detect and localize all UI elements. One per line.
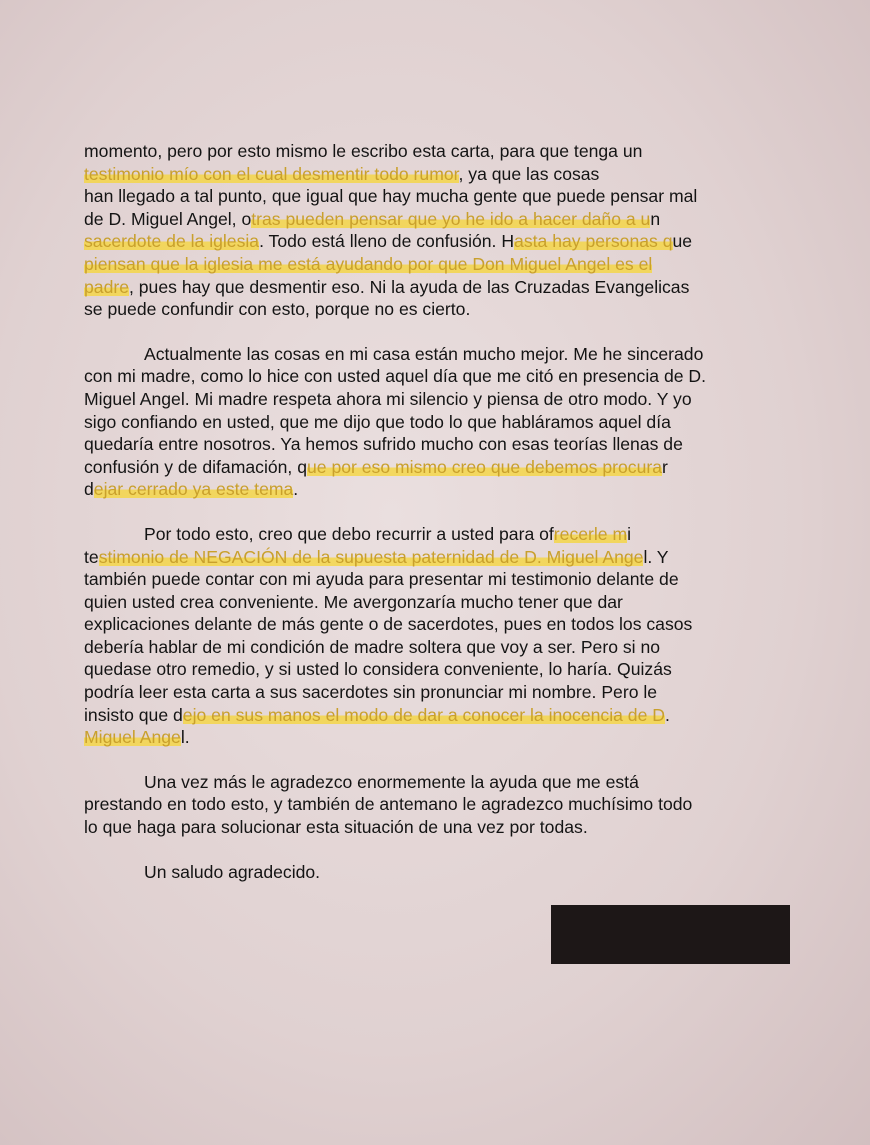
text-line xyxy=(84,704,784,727)
text-run: d xyxy=(84,479,94,500)
text-run: l. Y xyxy=(643,546,669,567)
highlighted-text: testimonio mío con el cual desmentir todo rumor xyxy=(84,163,459,184)
text-run: confusión y de difamación, q xyxy=(84,456,307,477)
text-run: te xyxy=(84,546,99,567)
letter-body xyxy=(84,140,784,883)
text-run: Miguel Angel. Mi madre respeta ahora mi silencio y piensa de otro modo. Y yo xyxy=(84,388,692,409)
text-run: . xyxy=(293,479,299,500)
text-line xyxy=(84,276,784,299)
text-line xyxy=(84,388,784,411)
text-line xyxy=(84,523,784,546)
text-line xyxy=(84,411,784,434)
paragraph xyxy=(84,861,784,884)
text-line xyxy=(84,253,784,276)
text-run: . Todo está lleno de confusión. H xyxy=(259,231,515,252)
text-line xyxy=(84,230,784,253)
text-run: i xyxy=(627,523,632,544)
text-run: podría leer esta carta a sus sacerdotes sin pronunciar mi nombre. Pero le xyxy=(84,682,658,703)
text-line xyxy=(84,185,784,208)
text-line xyxy=(84,636,784,659)
highlighted-text: padre xyxy=(84,276,129,297)
highlighted-text: ejo en sus manos el modo de dar a conocer la inocencia de D xyxy=(182,704,665,725)
text-run: de D. Miguel Angel, o xyxy=(84,208,252,229)
text-run: insisto que d xyxy=(84,704,183,725)
text-line xyxy=(84,771,784,794)
text-run: sigo confiando en usted, que me dijo que todo lo que habláramos aquel día xyxy=(84,411,671,432)
highlighted-text: tras pueden pensar que yo he ido a hacer daño a u xyxy=(251,208,651,229)
text-run: quedase otro remedio, y si usted lo considera conveniente, lo haría. Quizás xyxy=(84,659,672,680)
text-line xyxy=(84,433,784,456)
highlighted-text: ejar cerrado ya este tema xyxy=(93,479,294,500)
paragraph xyxy=(84,523,784,749)
text-run: Actualmente las cosas en mi casa están mucho mejor. Me he sincerado xyxy=(144,343,704,364)
text-line xyxy=(84,478,784,501)
text-run: también puede contar con mi ayuda para presentar mi testimonio delante de xyxy=(84,569,679,590)
text-run: r xyxy=(662,456,668,477)
redacted-signature-block xyxy=(551,905,790,964)
text-line xyxy=(84,658,784,681)
text-line xyxy=(84,591,784,614)
paragraph xyxy=(84,140,784,321)
text-run: explicaciones delante de más gente o de sacerdotes, pues en todos los casos xyxy=(84,614,693,635)
text-run: lo que haga para solucionar esta situación de una vez por todas. xyxy=(84,817,588,838)
paragraph-gap xyxy=(84,321,784,343)
text-line xyxy=(84,568,784,591)
paragraph-gap xyxy=(84,749,784,771)
text-run: prestando en todo esto, y también de antemano le agradezco muchísimo todo xyxy=(84,794,693,815)
text-line xyxy=(84,681,784,704)
text-run: se puede confundir con esto, porque no es cierto. xyxy=(84,299,471,320)
text-line xyxy=(84,726,784,749)
text-run: Por todo esto, creo que debo recurrir a usted para of xyxy=(144,523,554,544)
text-line xyxy=(84,208,784,231)
highlighted-text: stimonio de NEGACIÓN de la supuesta paternidad de D. Miguel Ange xyxy=(98,546,644,567)
paragraph xyxy=(84,771,784,839)
text-line xyxy=(84,298,784,321)
text-line xyxy=(84,816,784,839)
highlighted-text: asta hay personas q xyxy=(514,231,673,252)
text-run: . xyxy=(664,704,670,725)
paragraph-gap xyxy=(84,839,784,861)
highlighted-text: Miguel Ange xyxy=(84,727,181,748)
highlighted-text: sacerdote de la iglesia xyxy=(84,231,260,252)
paragraph xyxy=(84,343,784,501)
highlighted-text: piensan que la iglesia me está ayudando por que Don Miguel Angel es el xyxy=(84,253,653,274)
text-run: Una vez más le agradezco enormemente la ayuda que me está xyxy=(144,771,639,792)
text-line xyxy=(84,456,784,479)
text-line xyxy=(84,163,784,186)
text-run: , ya que las cosas xyxy=(458,163,600,184)
text-run: quedaría entre nosotros. Ya hemos sufrido mucho con esas teorías llenas de xyxy=(84,434,683,455)
text-run: debería hablar de mi condición de madre soltera que voy a ser. Pero si no xyxy=(84,636,661,657)
text-line xyxy=(84,140,784,163)
highlighted-text: recerle m xyxy=(553,523,628,544)
paragraph-gap xyxy=(84,501,784,523)
text-run: momento, pero por esto mismo le escribo esta carta, para que tenga un xyxy=(84,141,643,161)
text-run: ue xyxy=(672,231,693,252)
text-run: quien usted crea conveniente. Me avergonzaría mucho tener que dar xyxy=(84,591,623,612)
text-line xyxy=(84,546,784,569)
text-line xyxy=(84,861,784,884)
text-run: Un saludo agradecido. xyxy=(144,861,321,882)
text-run: han llegado a tal punto, que igual que hay mucha gente que puede pensar mal xyxy=(84,186,698,207)
highlighted-text: ue por eso mismo creo que debemos procura xyxy=(307,456,662,477)
text-run: n xyxy=(650,208,661,229)
text-line xyxy=(84,793,784,816)
text-run: , pues hay que desmentir eso. Ni la ayuda de las Cruzadas Evangelicas xyxy=(129,276,690,297)
text-line xyxy=(84,343,784,366)
text-run: l. xyxy=(180,727,190,748)
text-line xyxy=(84,365,784,388)
text-run: con mi madre, como lo hice con usted aquel día que me citó en presencia de D. xyxy=(84,366,706,387)
text-line xyxy=(84,613,784,636)
